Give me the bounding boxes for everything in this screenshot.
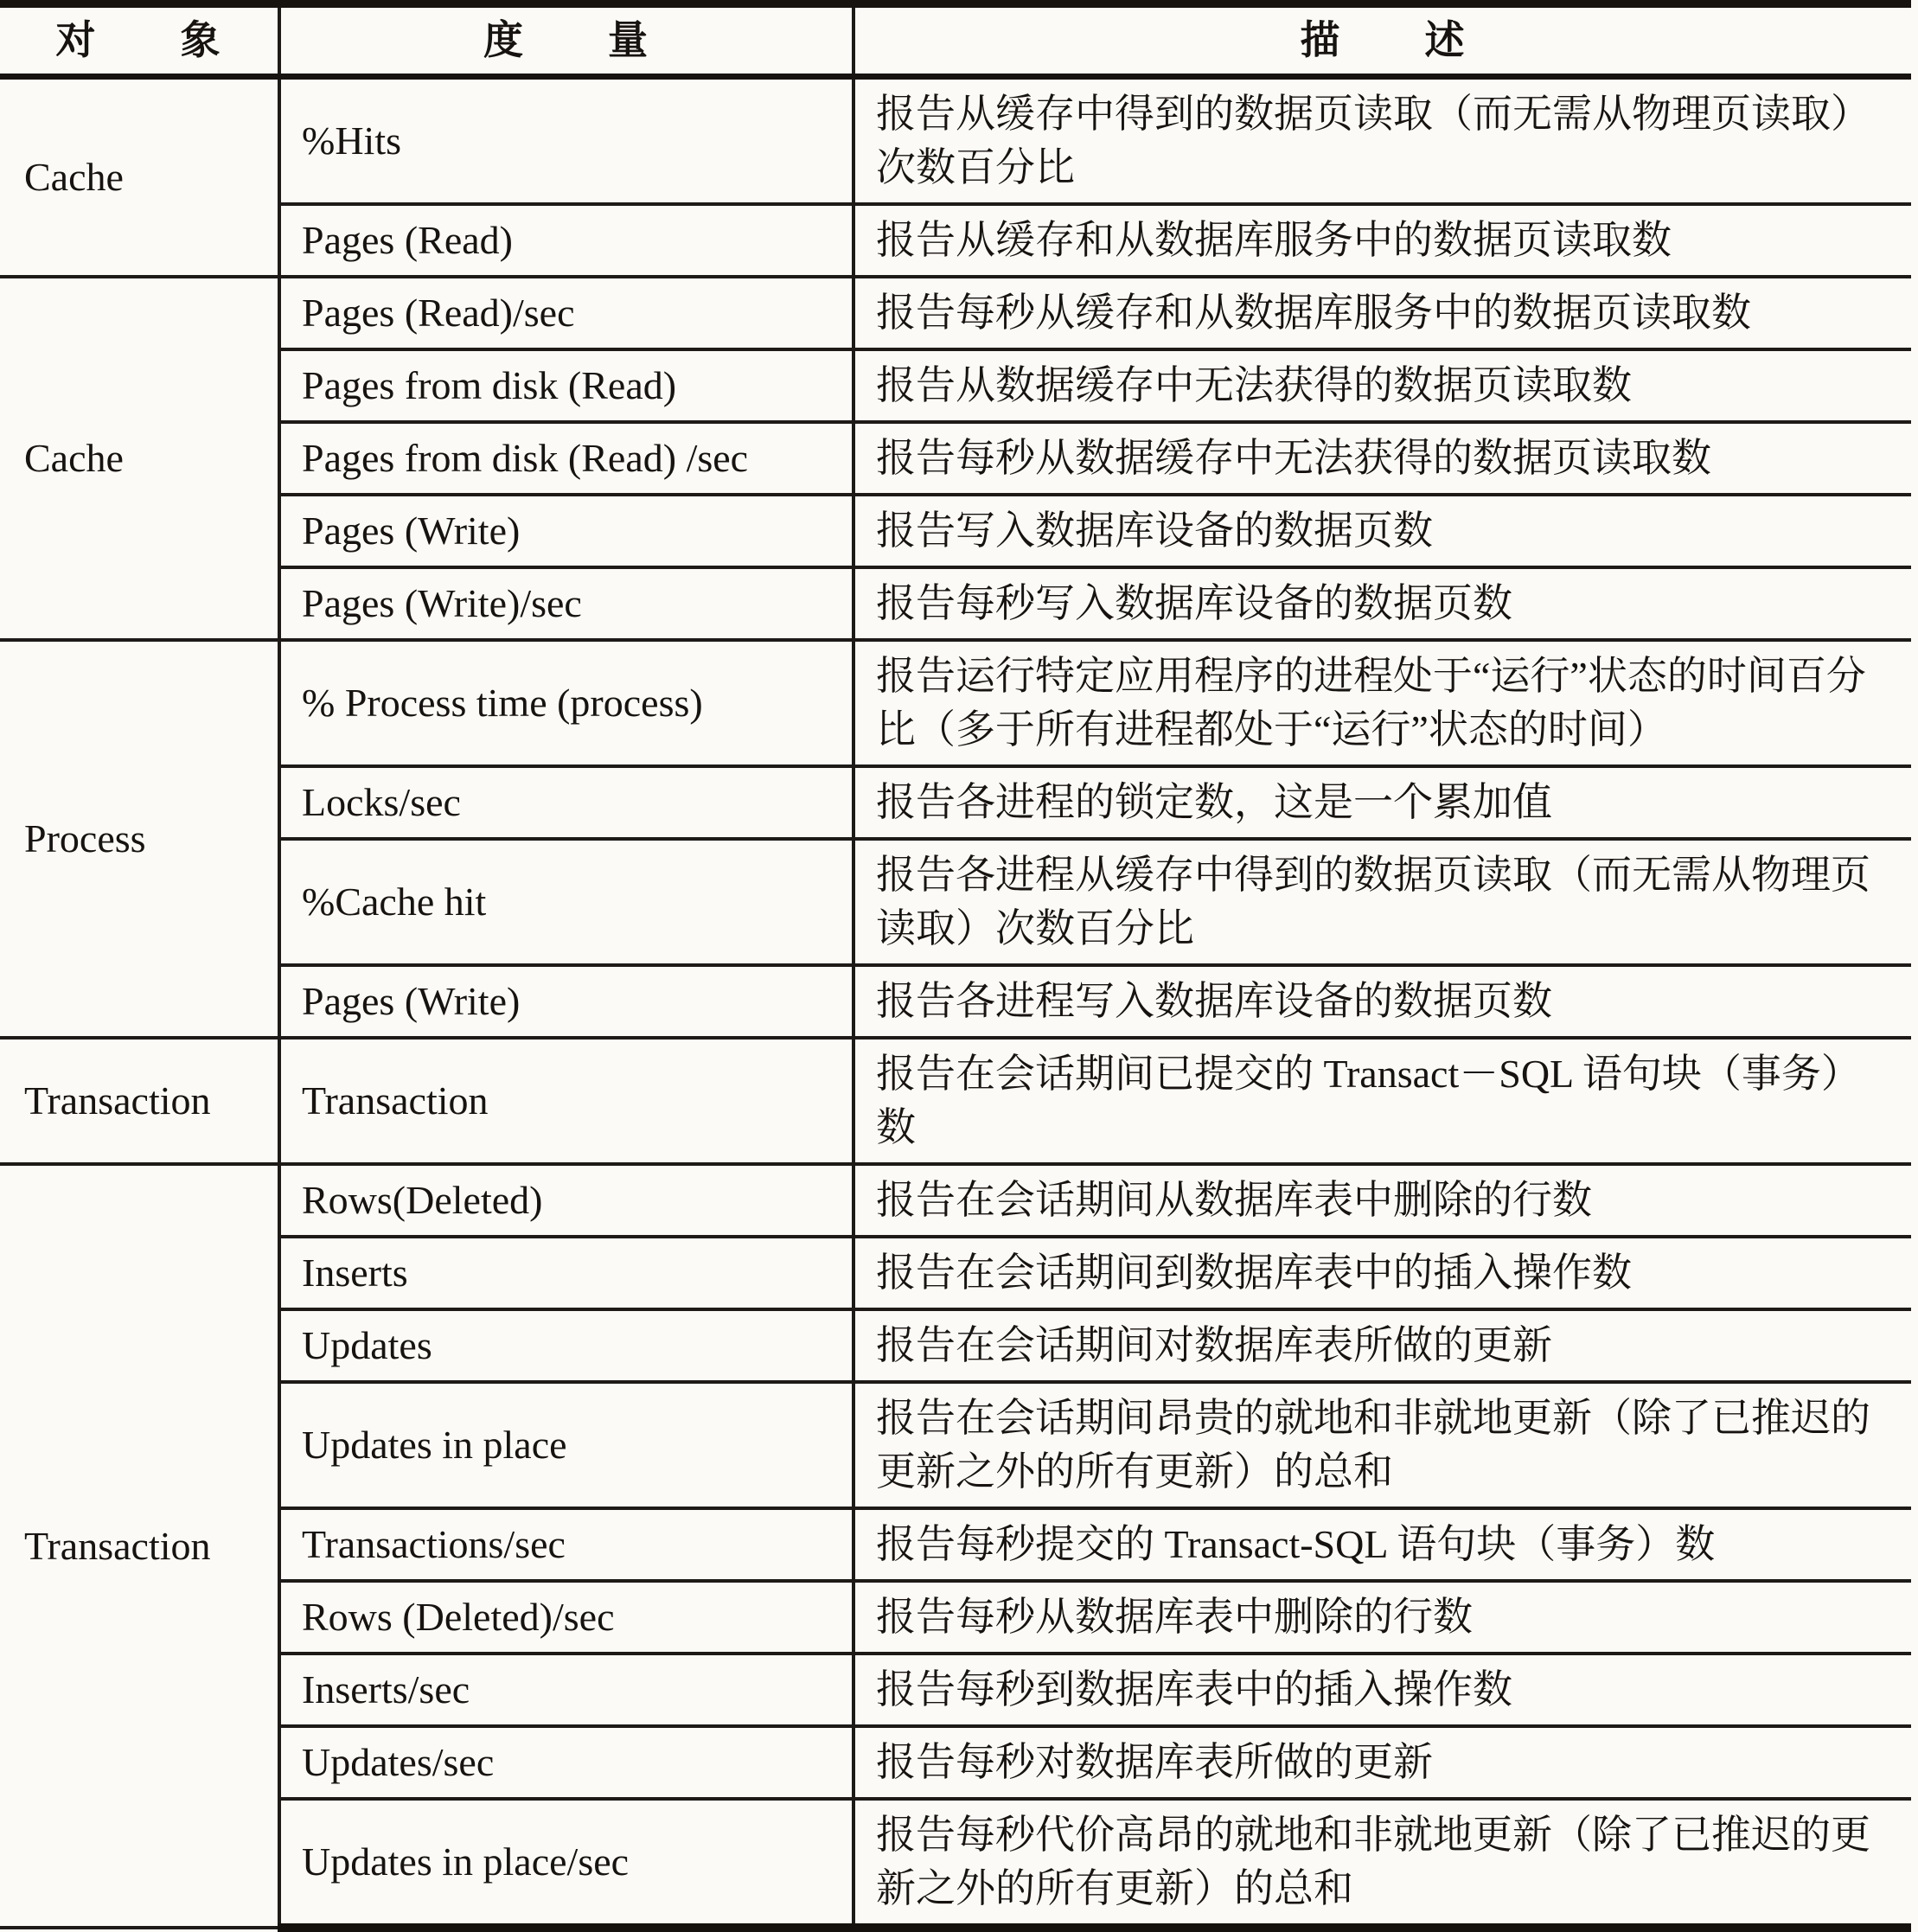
measure-cell: Transactions/sec (279, 1508, 854, 1581)
table-row (0, 349, 1911, 422)
description-cell: 报告各进程的锁定数，这是一个累加值 (854, 766, 1911, 839)
measure-cell: Inserts (279, 1237, 854, 1309)
description-cell: 报告各进程写入数据库设备的数据页数 (854, 965, 1911, 1038)
description-cell: 报告在会话期间对数据库表所做的更新 (854, 1309, 1911, 1382)
object-cell: Process (0, 640, 279, 1038)
table-row (0, 1237, 1911, 1309)
table-row (0, 1581, 1911, 1654)
table-row (0, 77, 1911, 205)
measure-cell: Inserts/sec (279, 1654, 854, 1726)
measure-cell: Pages from disk (Read) /sec (279, 422, 854, 495)
measure-cell: Pages (Read) (279, 204, 854, 277)
table-row (0, 640, 1911, 766)
measure-cell: Rows (Deleted)/sec (279, 1581, 854, 1654)
header-row (0, 4, 1911, 77)
description-cell: 报告各进程从缓存中得到的数据页读取（而无需从物理页读取）次数百分比 (854, 839, 1911, 965)
description-cell: 报告在会话期间已提交的 Transact－SQL 语句块（事务）数 (854, 1038, 1911, 1164)
description-cell: 报告从缓存和从数据库服务中的数据页读取数 (854, 204, 1911, 277)
table-row (0, 1164, 1911, 1237)
measure-cell: Pages (Write) (279, 495, 854, 567)
table-row (0, 422, 1911, 495)
measure-cell: % Process time (process) (279, 640, 854, 766)
table-row (0, 1799, 1911, 1928)
col-header-object: 对 象 (0, 4, 279, 77)
table-row (0, 1726, 1911, 1799)
description-cell: 报告在会话期间从数据库表中删除的行数 (854, 1164, 1911, 1237)
description-cell: 报告每秒从数据缓存中无法获得的数据页读取数 (854, 422, 1911, 495)
measure-cell: Rows(Deleted) (279, 1164, 854, 1237)
object-cell: Cache (0, 277, 279, 640)
table-row (0, 1038, 1911, 1164)
description-cell: 报告写入数据库设备的数据页数 (854, 495, 1911, 567)
description-cell: 报告在会话期间到数据库表中的插入操作数 (854, 1237, 1911, 1309)
table-row (0, 766, 1911, 839)
table-row (0, 204, 1911, 277)
table-row (0, 1382, 1911, 1508)
description-cell: 报告在会话期间昂贵的就地和非就地更新（除了已推迟的更新之外的所有更新）的总和 (854, 1382, 1911, 1508)
measure-cell: Pages (Write) (279, 965, 854, 1038)
table-row (0, 567, 1911, 640)
measure-cell: %Hits (279, 77, 854, 205)
measure-cell: Transaction (279, 1038, 854, 1164)
measure-cell: Pages from disk (Read) (279, 349, 854, 422)
table-row (0, 277, 1911, 349)
table-row (0, 495, 1911, 567)
description-cell: 报告每秒从数据库表中删除的行数 (854, 1581, 1911, 1654)
measure-cell: Pages (Read)/sec (279, 277, 854, 349)
description-cell: 报告每秒从缓存和从数据库服务中的数据页读取数 (854, 277, 1911, 349)
table-row (0, 965, 1911, 1038)
table-row (0, 1309, 1911, 1382)
description-cell: 报告每秒对数据库表所做的更新 (854, 1726, 1911, 1799)
object-cell: Transaction (0, 1038, 279, 1164)
col-header-description: 描 述 (854, 4, 1911, 77)
table-row (0, 1508, 1911, 1581)
col-header-measure: 度 量 (279, 4, 854, 77)
table-row (0, 1654, 1911, 1726)
description-cell: 报告每秒代价高昂的就地和非就地更新（除了已推迟的更新之外的所有更新）的总和 (854, 1799, 1911, 1928)
description-cell: 报告从缓存中得到的数据页读取（而无需从物理页读取）次数百分比 (854, 77, 1911, 205)
description-cell: 报告每秒写入数据库设备的数据页数 (854, 567, 1911, 640)
object-cell: Transaction (0, 1164, 279, 1928)
description-cell: 报告每秒到数据库表中的插入操作数 (854, 1654, 1911, 1726)
table-row (0, 839, 1911, 965)
measure-cell: %Cache hit (279, 839, 854, 965)
object-cell: Cache (0, 77, 279, 278)
measure-cell: Updates (279, 1309, 854, 1382)
measure-cell: Updates in place/sec (279, 1799, 854, 1928)
table-header (0, 4, 1911, 77)
description-cell: 报告从数据缓存中无法获得的数据页读取数 (854, 349, 1911, 422)
description-cell: 报告每秒提交的 Transact-SQL 语句块（事务）数 (854, 1508, 1911, 1581)
measure-cell: Locks/sec (279, 766, 854, 839)
measure-cell: Updates in place (279, 1382, 854, 1508)
measure-cell: Pages (Write)/sec (279, 567, 854, 640)
table-body (0, 77, 1911, 1929)
description-cell: 报告运行特定应用程序的进程处于“运行”状态的时间百分比（多于所有进程都处于“运行”状态的时间） (854, 640, 1911, 766)
measure-cell: Updates/sec (279, 1726, 854, 1799)
